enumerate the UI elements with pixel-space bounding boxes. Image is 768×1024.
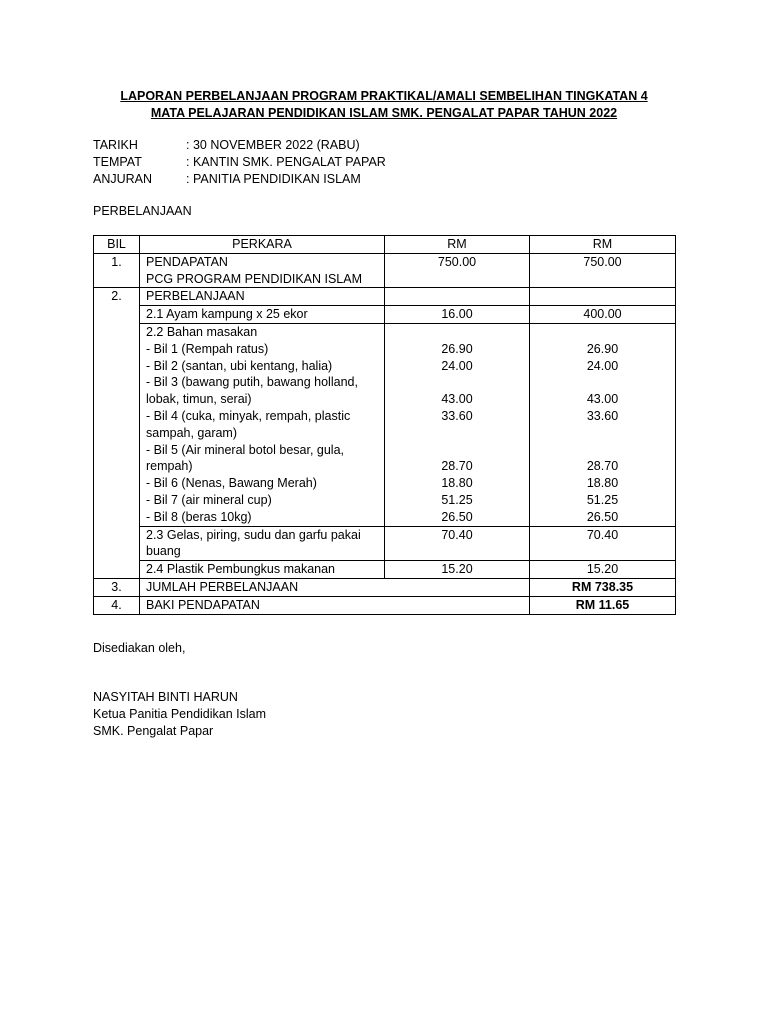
expense-table [93,235,676,615]
amount-line: 26.50 [441,509,473,524]
row-perkara [140,323,385,526]
row-rm-2 [530,323,676,526]
signatory-block [93,689,266,740]
header-perkara: PERKARA [140,236,385,254]
table-row-jumlah [94,578,676,596]
row-perkara [140,253,385,288]
amount-line: 28.70 [586,459,619,474]
meta-value: : KANTIN SMK. PENGALAT PAPAR [186,155,386,169]
meta-label: ANJURAN [93,172,153,186]
amount-line: 24.00 [441,358,473,373]
amount-line: 51.25 [586,492,619,507]
table-row-item-2-4 [94,561,676,579]
table-row-item-2-3 [94,526,676,561]
amount-line [536,442,669,459]
amount-line [391,425,523,442]
meta-row-tempat [93,154,386,171]
item-line: - Bil 2 (santan, ubi kentang, halia) [146,358,333,373]
meta-row-tarikh [93,137,386,154]
item-line: - Bil 7 (air mineral cup) [146,492,272,507]
row-rm-1: 16.00 [385,306,530,324]
prepared-by: Disediakan oleh, [93,641,186,655]
item-line: - Bil 6 (Nenas, Bawang Merah) [146,476,317,491]
row-line: PCG PROGRAM PENDIDIKAN ISLAM [146,271,363,286]
header-bil: BIL [94,236,140,254]
row-rm-1: 15.20 [385,561,530,579]
header-rm-1: RM [385,236,530,254]
meta-value: : 30 NOVEMBER 2022 (RABU) [186,138,360,152]
title-line-1: LAPORAN PERBELANJAAN PROGRAM PRAKTIKAL/AMALI SEMBELIHAN TINGKATAN 4 [120,89,648,103]
table-row-item-2-2 [94,323,676,526]
row-perkara [140,526,385,561]
item-line: buang [146,544,181,559]
row-rm-1 [385,288,530,306]
row-perkara: BAKI PENDAPATAN [140,596,530,614]
amount-line [536,425,669,442]
amount-line: 18.80 [441,476,473,491]
table-row-perbelanjaan [94,288,676,306]
row-rm-1: 70.40 [385,526,530,561]
row-total: RM 738.35 [530,578,676,596]
meta-label: TEMPAT [93,155,142,169]
item-line: 2.3 Gelas, piring, sudu dan garfu pakai [146,527,361,542]
amount-line: 33.60 [441,408,473,423]
amount-line [391,374,523,391]
row-bil [94,323,140,526]
row-bil: 3. [94,578,140,596]
row-bil [94,526,140,561]
table-row-baki [94,596,676,614]
title-line-2: MATA PELAJARAN PENDIDIKAN ISLAM SMK. PENGALAT PAPAR TAHUN 2022 [150,106,618,120]
item-line: - Bil 1 (Rempah ratus) [146,341,269,356]
signatory-position: Ketua Panitia Pendidikan Islam [93,707,267,721]
amount-line: 24.00 [586,358,619,373]
amount-line: 26.50 [586,509,619,524]
amount-line: 51.25 [441,492,473,507]
row-perkara: JUMLAH PERBELANJAAN [140,578,530,596]
signatory-name: NASYITAH BINTI HARUN [93,690,238,704]
section-label: PERBELANJAAN [93,204,192,218]
amount-line: 18.80 [586,476,619,491]
row-bil: 1. [94,253,140,288]
row-perkara: 2.4 Plastik Pembungkus makanan [140,561,385,579]
row-rm-1: 750.00 [385,253,530,288]
table-row-item-2-1 [94,306,676,324]
row-rm-2 [530,288,676,306]
amount-line: 28.70 [441,459,473,474]
item-line: - Bil 5 (Air mineral botol besar, gula, [146,442,345,457]
row-line: PENDAPATAN [146,254,228,269]
amount-line [536,374,669,391]
row-rm-2: 70.40 [530,526,676,561]
meta-value: : PANITIA PENDIDIKAN ISLAM [186,172,361,186]
row-bil: 4. [94,596,140,614]
row-bil: 2. [94,288,140,306]
signatory-school: SMK. Pengalat Papar [93,724,214,738]
meta-row-anjuran [93,171,386,188]
meta-block [93,137,386,188]
table-header-row [94,236,676,254]
row-rm-2: 750.00 [530,253,676,288]
amount-line: 26.90 [441,341,473,356]
item-line: lobak, timun, serai) [146,392,252,407]
item-line: 2.2 Bahan masakan [146,324,258,339]
document-title [80,88,688,122]
row-perkara: 2.1 Ayam kampung x 25 ekor [140,306,385,324]
amount-line: 33.60 [586,408,619,423]
item-line: sampah, garam) [146,425,238,440]
amount-line: 43.00 [441,392,473,407]
meta-label: TARIKH [93,138,138,152]
item-line: - Bil 3 (bawang putih, bawang holland, [146,375,358,390]
row-balance: RM 11.65 [530,596,676,614]
table-row-pendapatan [94,253,676,288]
row-perkara: PERBELANJAAN [140,288,385,306]
amount-line [536,324,669,341]
header-rm-2: RM [530,236,676,254]
amount-line: 43.00 [586,392,619,407]
amount-line [391,324,523,341]
row-bil [94,306,140,324]
item-line: rempah) [146,459,193,474]
amount-line [391,442,523,459]
item-line: - Bil 8 (beras 10kg) [146,509,252,524]
amount-line: 26.90 [586,341,619,356]
row-rm-2: 400.00 [530,306,676,324]
row-rm-1 [385,323,530,526]
row-bil [94,561,140,579]
item-line: - Bil 4 (cuka, minyak, rempah, plastic [146,408,351,423]
row-rm-2: 15.20 [530,561,676,579]
